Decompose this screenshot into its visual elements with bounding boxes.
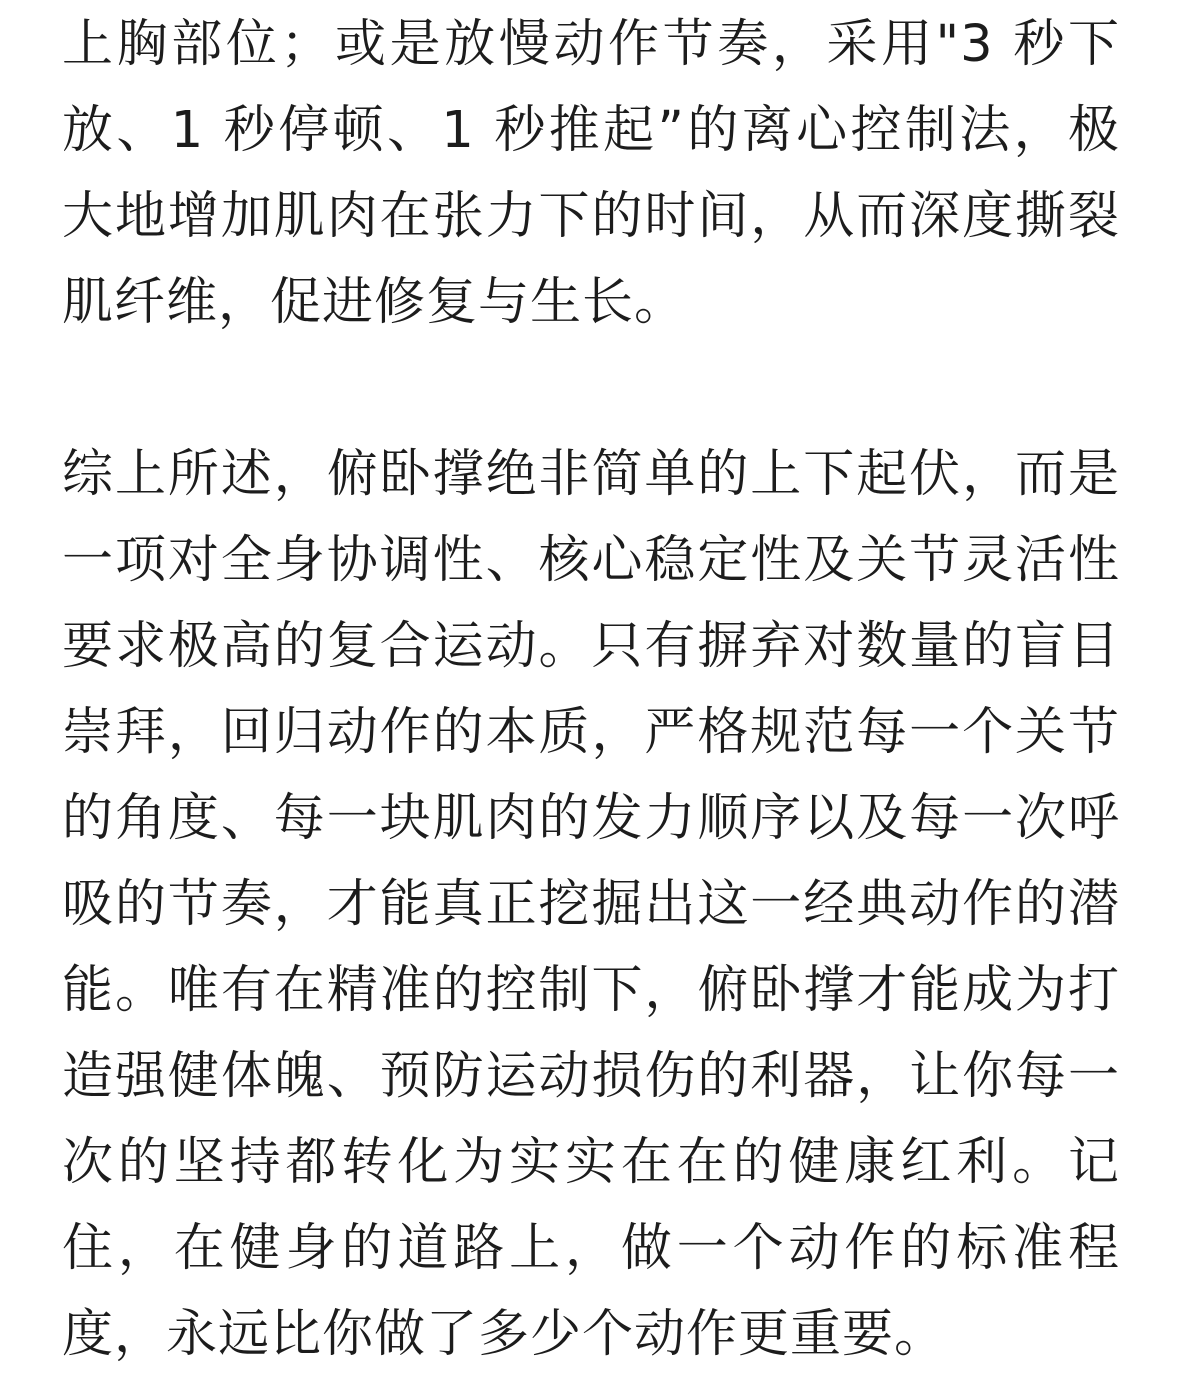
paragraph-summary: 综上所述，俯卧撑绝非简单的上下起伏，而是一项对全身协调性、核心稳定性及关节灵活性要求极高的复合运动。只有摒弃对数量的盲目崇拜，回归动作的本质，严格规范每一个关节的角度、每一块肌肉的发力顺序以及每一次呼吸的节奏，才能真正挖掘出这一经典动作的潜能。唯有在精准的控制下，俯卧撑才能成为打造强健体魄、预防运动损伤的利器，让你每一次的坚持都转化为实实在在的健康红利。记住，在健身的道路上，做一个动作的标准程度，永远比你做了多少个动作更重要。 — [62, 445, 1120, 1364]
article-body — [62, 2, 1120, 1378]
paragraph-method: 上胸部位；或是放慢动作节奏，采用"3 秒下放、1 秒停顿、1 秒推起”的离心控制法，极大地增加肌肉在张力下的时间，从而深度撕裂肌纤维，促进修复与生长。 — [62, 15, 1120, 332]
